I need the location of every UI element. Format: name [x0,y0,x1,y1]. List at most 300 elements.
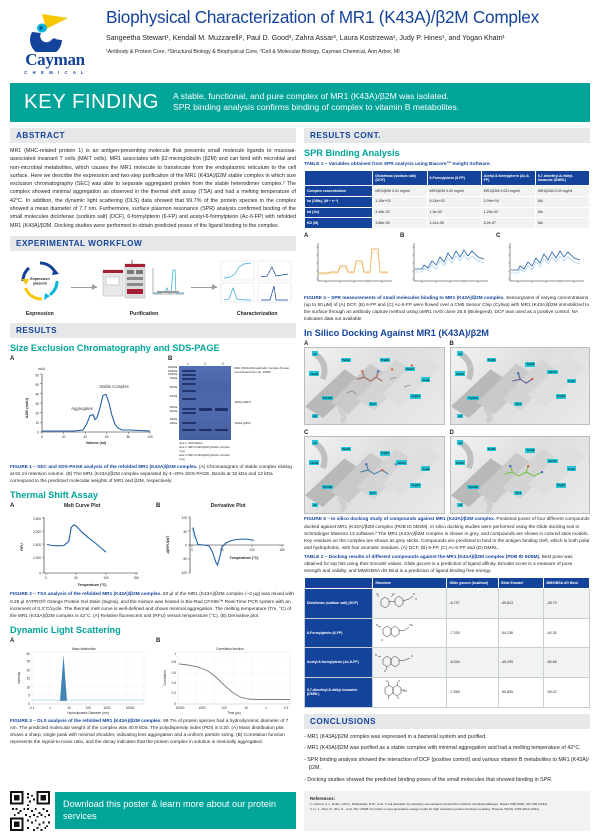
residue-tag-alpha1: α1 [313,351,317,356]
residue-tag-alpha2: α2 [313,503,317,508]
gel-sample-title: MR1 (K43A)-Microglobulin Complex (human, recombinant) Item No. 39955 [234,365,290,374]
figure3-panel-a-letter: A [10,637,15,644]
sds-page-gel [168,362,296,462]
figure2-panel-a [10,503,150,589]
table-row [305,186,590,197]
gel-mw-7: 20kDa [169,409,178,413]
figure5-panel-a-letter: A [304,341,309,348]
svg-text:10: 10 [26,685,30,690]
docking-ribbon-a [305,348,444,424]
figure5-caption-body: Predicted poses of four different compounds docked against MR1 (K43A)/β2M complex (PDB ID 5D5M). In silico docking studies were performed using the Glide docking tool in Schrödinger Maestro 13 software.² The MR1 (K43A)/β2M complex is shown in grey, and compounds are shown in colored stick models. Key residues on the complex are shown as grey sticks. Compounds are predicted to bind in the antigen binding cleft, which is both polar and hydrophobic, with four aromatic residues. (A) DCF, (B) 6-FP, (C) Ac-6-FP and (D) DMRL. [304,517,590,551]
table2-row2-structure [373,648,447,678]
svg-text:1000: 1000 [103,705,111,710]
melt-xaxis-label: Temperature (°C) [77,583,107,588]
poster-columns [0,122,600,787]
figure5-panels [304,341,590,514]
svg-text:40: 40 [35,392,39,397]
workflow-step-expression [12,258,68,317]
svg-text:O: O [384,669,387,673]
figure5-panel-b-letter: B [449,341,454,348]
results-cont-heading: RESULTS CONT. [304,128,590,143]
figure3-panel-b-letter: B [156,637,161,644]
svg-text:100: 100 [147,434,153,439]
table2-row3-label: 6,7-dimethyl-8-ribityl-lumazine (DMRL) [305,677,373,707]
residue-tag-trp156: Trp156 [322,484,333,489]
residue-tag-his58: His58 [310,371,319,376]
svg-text:10: 10 [244,705,248,710]
spr-variables-table [304,170,590,229]
cayman-logo-mark [12,12,98,52]
table1-col-0 [305,171,373,186]
poster-footer [0,787,600,837]
svg-text:N: N [386,680,389,684]
svg-text:Cl: Cl [376,593,379,597]
svg-text:50: 50 [220,548,224,553]
table1-row2-label: kd (1/s) [305,207,373,218]
workflow-heading: EXPERIMENTAL WORKFLOW [10,236,296,251]
list-item: - MR1 (K43A)/β2M complex was expressed in a bacterial system and purified. [304,733,487,740]
gel-mw-3: 75kDa [169,377,178,381]
svg-text:5: 5 [28,693,30,698]
svg-text:OH: OH [403,690,407,694]
workflow-arrow-1 [71,287,97,288]
figure5-panel-d-letter: D [449,430,454,437]
gel-legend-1: lane 2: MR1 (K43A)/β2M globulin complex 1 µg [179,445,230,453]
conclusion-3: Docking studies showed the predicted binding poses of the small molecules that showed binding in SPR. [307,776,553,783]
author-list: Sangeetha Stewart¹, Kendall M. Muzzarelli², Paul D. Good³, Zahra Assar², Laura Kostrzewa¹, Judy P. Hines¹, and Yogan Khatri¹ [106,34,505,43]
table2-row2-dg: -50.68 [544,648,590,678]
references-block [304,791,590,831]
sec-annotation-stable-complex: Stable Complex [99,383,129,389]
gel-lane-legend [179,442,231,462]
svg-text:0: 0 [185,543,187,548]
workflow-arrow-2 [191,287,217,288]
table2-row0-emodel: -59.813 [498,588,544,618]
svg-text:80: 80 [126,434,131,439]
svg-text:O: O [381,639,384,643]
affiliation-list: ¹Antibody & Protein Core, ²Structural Biology & Biophysical Core, ³Cell & Molecular Biology, Cayman Chemical, Ann Arbor, MI [106,48,400,55]
svg-text:0.1: 0.1 [29,705,35,710]
svg-text:0: 0 [191,548,193,553]
left-column [10,128,296,787]
dls-title-b: Correlation function [216,646,244,651]
table2-row3-structure [373,677,447,707]
svg-text:20: 20 [35,411,39,416]
figure2-panels [10,503,296,589]
dls-a-yticks [26,652,30,706]
docking-image-ac6fp [304,436,445,514]
figure3-panels [10,638,296,716]
table2-row3-emodel: -59.895 [498,677,544,707]
figure1-panel-a [10,356,162,448]
dls-b-yticks [172,652,177,706]
list-item: - SPR binding analysis showed the interaction of DCF (positive control) and various vitamin B metabolites to MR1 (K43A)/β2M. [304,756,589,772]
svg-text:0: 0 [39,571,41,576]
table-row [305,196,590,207]
dls-mass-distribution-plot [10,644,150,716]
svg-text:N: N [375,653,378,657]
results-heading: RESULTS [10,323,296,338]
list-item: - Docking studies showed the predicted binding poses of the small molecules that showed binding in SPR. [304,776,553,783]
table2-row0-label: Diclofenac (sodium salt) (DCF) [305,588,373,618]
residue-tag-trp156: Trp156 [468,484,478,489]
key-finding-line1: A stable, functional, and pure complex of MR1 (K43A)/β2M was isolated. [173,90,449,101]
residue-tag-tyr7: Tyr7 [369,490,376,495]
figure2-caption-body: 50 µl of the MR1 (K43A)/β2M complex (~3 µg) was mixed with 0.25 µl SYPRO® Orange Protein Gel Stain (Sigma), and the mixture was heated in Bio-Rad CFX96™ Real-Time PCR system with an increment of 0.3°C/cycle. The thermal melt curve is well-defined and shows minimal aggregation. The melting temperature (Tm, °C) of the MR1 (K43A)/β2M complex is 42°C. (A) Relative fluorescent unit (RFU) versus temperature (°C). (B) Derivative plot. [10,592,294,619]
dls-a-ylabel: Intensity [17,671,21,684]
svg-text:60: 60 [105,434,109,439]
table1-col-4: 6,7-dimethyl-8-ribityl-lumazine (DMRL) [535,171,589,186]
table2-caption-body: Best pose was obtained for top hits using their Emodel values. Glide gscore is a prediction of ligand affinity, Emodel score is a measure of pose strength and validity, and MM/GBSA dG Bind is a prediction of ligand binding free energy. [304,555,573,575]
svg-text:2,000: 2,000 [33,530,41,535]
svg-text:20: 20 [61,434,66,439]
svg-text:Expression: Expression [30,276,50,281]
conclusion-1: MR1 (K43A)/β2M was purified as a stable complex with minimal aggregation and had a melting temperature of 42°C. [307,745,581,752]
figure4-caption [304,295,590,324]
residue-tag-arg9: Arg9 [422,377,430,382]
svg-text:0.6: 0.6 [171,670,176,675]
svg-text:50: 50 [35,382,39,387]
gel-lane-3: 3 [221,361,224,366]
cayman-logo [12,8,98,75]
sec-yaxis-label: A280 (mAU) [25,397,29,418]
table1-row2-v2: 1.29e-02 [481,207,535,218]
table-row [305,207,590,218]
table1-row3-v3: NA [535,218,589,229]
table1-row3-label: KD (M) [305,218,373,229]
workflow-label-expression: Expression [25,310,54,317]
table2-col-1: Structure [373,578,447,589]
svg-text:100: 100 [103,576,109,581]
sec-yaxis-unit: mAU [38,366,46,371]
structure-dcf-icon [375,591,421,613]
gel-mw-1: 150kDa [168,369,178,373]
svg-text:30: 30 [26,651,30,656]
svg-text:50: 50 [183,530,187,535]
svg-text:1: 1 [49,705,51,710]
docking-subheading: In Silico Docking Against MR1 (K43A)/β2M [304,328,489,339]
figure1-caption-title: FIGURE 1 – SEC and SDS-PAGE analysis of the refolded MR1 (K43A)/β2M complex. [10,465,198,471]
figure1-caption-body: (A) Chromatogram of stable complex eluting at 62 ml retention volume. (B) The MR1 (K43A)/β2M complex separated by 4–20% SDS-PAGE. Bands at 32 kDa and 12 kDa correspond to the predicted molecular weights of MR1 and β2M, respectively. [10,465,292,485]
svg-text:60: 60 [35,373,39,378]
residue-tag-ser24: Ser24 [405,366,414,371]
reference-1: 1. Corbett, A.J., Eckle, S.B.G., Birkinshaw, R.W., et al. T-cell activation by transitory neo-antigens derived from distinct microbial pathways. Nature 509(7500), 361-365 (2014). [310,802,548,807]
workflow-label-purification: Purification [129,310,159,317]
residue-tag-arg9: Arg9 [568,379,575,384]
table2-row2-emodel: -45.299 [498,648,544,678]
dls-subheading: Dynamic Light Scattering [10,624,121,635]
residue-tag-tyr62: Tyr62 [487,446,496,451]
residue-tag-ser24: Ser24 [548,369,557,374]
residue-tag-trp69: Trp69 [380,451,389,456]
structure-6fp-icon [375,621,421,643]
residue-tag-arg94: Arg94 [411,483,420,488]
svg-text:2,500: 2,500 [33,517,41,522]
residue-tag-arg94: Arg94 [556,394,566,399]
residue-tag-arg9: Arg9 [422,466,430,471]
table1-row2-v1: 1.3e-02 [427,207,481,218]
residue-tag-alpha1: α1 [458,351,462,356]
figure2-caption [10,591,296,620]
table2-row0-dg: -28.79 [544,588,590,618]
residue-tag-his58: His58 [455,460,464,465]
deriv-yaxis-ticks [181,516,188,575]
svg-text:1,000: 1,000 [33,556,41,561]
residue-tag-his58: His58 [310,460,319,465]
svg-text:10000: 10000 [125,705,135,710]
figure5-caption [304,516,590,552]
figure1-panel-b [168,356,296,462]
page-title: Biophysical Characterization of MR1 (K43A)/β2M Complex [106,7,539,27]
svg-text:OH: OH [409,624,414,628]
table1-row1-v0: 1.15e+03 [373,196,427,207]
table2-row0-structure [373,588,447,618]
table1-row3-v0: 3.86e-05 [373,218,427,229]
svg-text:25: 25 [26,659,30,664]
table1-caption [304,161,590,168]
table1-row3-v2: 6.2e-07 [481,218,535,229]
workflow-label-characterization: Characterization [236,310,278,317]
table1-header-row [305,171,590,186]
table1-row0-v3: MR1/β2M 0.02 mg/ml [535,186,589,197]
figure3-caption-body: 99.7% of protein species had a hydrodynamic diameter of 7 nm. The predicted molecular weight of the complex was 40.9 kDa. The polydispersity index (PDI) is 0.20. (A) Mass distribution plot shows a sharp, single peak with minimal shoulder, indicating less aggregation and a uniform particle sizing. (B) Correlation function represents the signal-to-noise ratio, and the decay indicates that the protein complex in solution is minimally aggregated. [10,718,289,746]
residue-tag-tyr62: Tyr62 [487,357,496,362]
svg-text:50: 50 [74,576,78,581]
table2-row1-emodel: -54.236 [498,618,544,648]
spr-sensorgram-ac6fp [496,239,588,293]
figure2-title-b: Derivative Plot [210,503,246,510]
svg-text:O: O [411,654,414,658]
svg-text:100: 100 [249,548,255,553]
table2-row3-gscore: -7.569 [447,677,498,707]
residue-tag-tyr7: Tyr7 [515,401,522,406]
docking-results-table [304,577,590,707]
abstract-text: MR1 (MHC-related protein 1) is an antigen-presenting molecule that presents small molecule ligands to mucosal-associated invariant T cells (MAIT cells). MR1 associates with β2-microglobulin (β2M) and can bind with microbial and non-microbial metabolites, which causes the MR1 molecule to translocate from the endoplasmic reticulum to the cell surface. Here we describe the expression and two-step purification of the MR1 (K43A)/β2M stable complex in which size exclusion chromatography (SEC) was able to separate aggregated protein from the stable heterodimer complex.² The complex showed minimal aggregation as observed in the thermal shift assay (TSA) and had a melting temperature of 42°C. In addition, the dynamic light scattering (DLS) data showed that 99.7% of the protein species in the complex showed a mean diameter of 7.7 nm. Furthermore, surface plasmon resonance (SPR) analysis confirmed binding of the small molecules diclofenac (sodium salt) (DCF), 6-formylpterin (6-FP) and acetyl-6-formylpterin (Ac-6-FP) with refolded MR1 (K43A)/β2M. Docking studies were performed to obtain predicted poses of the ligand binding to the complex. [10,148,296,229]
figure3-caption [10,718,296,747]
table2-row1-dg: -40.30 [544,618,590,648]
residue-tag-ser24: Ser24 [548,458,557,463]
plasmid-cycle-icon [12,258,68,304]
derivative-plot [156,509,296,589]
figure4-caption-title: FIGURE 4 – SPR measurements of small molecules binding to MR1 (K43A)/β2M complex. [304,295,505,301]
table2-row2-gscore: -6.049 [447,648,498,678]
figure4-panel-c-letter: C [496,232,501,239]
reference-2: 2. Li, J., Abel, R., Zhu, K., et al. The VSGB 2.0 model: A next generation energy model for high resolution protein structure modeling. Proteins 79(10), 2794-2812 (2011). [310,807,540,812]
table1-col-3: Acetyl-6-formylpterin (Ac-6-FP) [481,171,535,186]
svg-text:0: 0 [28,701,30,706]
dls-b-xticks [176,706,289,710]
deriv-xaxis-label: Temperature (°C) [229,556,259,561]
svg-text:40: 40 [83,434,87,439]
residue-tag-alpha2: α2 [458,503,462,508]
residue-tag-arg94: Arg94 [556,483,566,488]
table1-row2-v3: NA [535,207,589,218]
table2-caption [304,554,590,575]
svg-text:1: 1 [265,705,267,710]
cayman-logo-wordmark: Cayman [25,50,85,69]
cayman-logo-subtext: C H E M I C A L [24,70,86,75]
download-poster-cta[interactable]: Download this poster & learn more about our protein services [55,792,296,829]
residue-tag-alpha2: α2 [458,414,462,419]
residue-tag-arg94: Arg94 [411,394,420,399]
docking-image-6fp [450,347,591,425]
svg-text:0.1: 0.1 [283,705,289,710]
dls-a-xticks [30,706,135,710]
figure1-panel-a-letter: A [10,355,15,362]
residue-tag-trp156: Trp156 [468,395,478,400]
key-finding-label: KEY FINDING [24,90,160,113]
sec-xaxis-ticks [41,435,153,439]
figure2-panel-a-letter: A [10,503,15,510]
table-row [305,648,590,678]
deriv-xaxis-ticks [191,548,285,552]
table1-row0-v0: MR1/β2M 0.01 mg/ml [373,186,427,197]
figure3-panel-a [10,638,150,716]
svg-text:0.4: 0.4 [171,680,176,685]
conclusion-0: MR1 (K43A)/β2M complex was expressed in a bacterial system and purified. [307,733,487,740]
gel-mw-4: 50kDa [169,386,178,390]
table2-row1-gscore: -7.239 [447,618,498,648]
sec-sdspage-subheading: Size Exclusion Chromatography and SDS-PAGE [10,342,220,353]
key-finding-banner [10,83,590,122]
figure4-panel-b-letter: B [400,232,405,239]
gel-mw-5: 37kDa [169,394,178,398]
dls-b-ylabel: Correlation [163,670,167,686]
svg-text:-50: -50 [182,557,187,562]
svg-text:100: 100 [85,705,91,710]
figure5-panel-b [450,341,591,425]
residue-tag-alpha2: α2 [313,414,317,419]
characterization-plots-icon [220,258,294,304]
workflow-step-purification [101,258,187,317]
figure5-panel-c [304,430,445,514]
figure3-caption-title: FIGURE 3 – DLS analysis of the refolded MR1 (K43A)/β2M complex. [10,718,162,724]
melt-xaxis-ticks [45,576,139,580]
table1-row3-v1: 1.41e-06 [427,218,481,229]
table1-row0-label: Complex concentration [305,186,373,197]
svg-text:O: O [398,680,401,684]
gel-image [179,366,231,440]
conclusions-list [304,733,590,784]
figure5-panel-d [450,430,591,514]
gel-mw-0: 250kDa [168,365,178,369]
svg-text:100: 100 [181,516,187,521]
docking-ribbon-c [305,437,444,513]
svg-text:N: N [376,624,379,628]
residue-tag-tyr62: Tyr62 [342,446,350,451]
table1-row1-v2: 2.09e+04 [481,196,535,207]
experimental-workflow-diagram [10,255,296,319]
gel-side-labels [231,362,296,426]
svg-text:15: 15 [26,676,30,681]
table-row [305,218,590,229]
table1-caption-text: TABLE 1 – Variables obtained from SPR analysis using Biacore™ Insight Software. [304,162,491,167]
table2-col-4: MM/GBSA dG Bind [544,578,590,589]
references-heading: References: [310,795,336,801]
table2-header-row [305,578,590,589]
svg-text:150: 150 [133,576,139,581]
sec-yaxis-ticks [35,373,39,434]
figure4-panel-b [400,233,492,293]
residue-tag-trp156: Trp156 [322,395,333,400]
qr-code-icon[interactable] [10,791,50,831]
conclusions-heading: CONCLUSIONS [304,714,590,729]
table1-row1-v1: 8.31e+03 [427,196,481,207]
docking-image-dmrl [450,436,591,514]
svg-text:0: 0 [41,434,43,439]
gel-band-label-b2m: 12kDa (β2M) [234,421,251,426]
poster-header [0,0,600,79]
table1-row0-v1: MR1/β2M 0.02 mg/ml [427,186,481,197]
residue-tag-trp69: Trp69 [526,448,535,453]
figure4-caption-body: Sensorgrams of varying concentrations (up to 50 µM) of (A) DCF, (B) 6-FP and (C) Ac-6-FP were flowed over a CM5 Sensor Chip (Cytiva) with MR1 (K43A)/β2M immobilized to the surface through an antibody capture method using αMR1 mAb clone 26.5 (Biolegend). DCF was used as a positive control. NA indicates data not available. [304,295,590,323]
right-column [304,128,590,787]
table2-row0-gscore: -6.737 [447,588,498,618]
figure2-panel-b-letter: B [156,503,161,510]
figure4-panels [304,233,590,293]
dls-correlation-plot [156,644,296,716]
residue-tag-ser24: Ser24 [397,460,406,465]
spr-sensorgram-6fp [400,239,492,293]
svg-text:1000: 1000 [198,705,206,710]
table2-row2-label: Acetyl-6-formylpterin (Ac-6-FP) [305,648,373,678]
figure3-panel-b [156,638,296,716]
sec-annotation-aggregates: Aggregates [71,405,93,411]
table2-row1-structure [373,618,447,648]
residue-tag-his58: His58 [455,371,464,376]
melt-yaxis-label: RFU [20,543,24,552]
structure-ac6fp-icon [375,651,421,673]
svg-text:O: O [413,593,416,597]
table-row [305,588,590,618]
figure4-panel-c [496,233,588,293]
docking-image-dcf [304,347,445,425]
melt-curve-plot [10,509,150,589]
svg-text:20: 20 [26,668,30,673]
svg-text:Cl: Cl [392,593,395,597]
gel-mw-8: 15kDa [169,418,178,422]
fplc-instrument-icon [101,258,187,304]
figure5-panel-c-letter: C [304,430,309,437]
sec-xaxis-label: Volume (ml) [85,440,107,445]
gel-legend-0: lane 1: SDS Marker [179,441,203,445]
table1-row2-v0: 4.48e-02 [373,207,427,218]
svg-text:10000: 10000 [175,705,185,710]
gel-mw-2: 100kDa [168,373,178,377]
table2-col-2: Glide gscore (kcal/mol) [447,578,498,589]
workflow-step-characterization [220,258,294,317]
figure2-title-a: Melt Curve Plot [63,503,101,510]
residue-tag-alpha1: α1 [458,440,462,445]
svg-text:10: 10 [67,705,71,710]
table2-caption-title: TABLE 2 – Docking results of different compounds against the MR1 (K43A)/β2M complex (PDB ID 5D5M). [304,555,541,561]
svg-text:plasmid: plasmid [33,281,47,286]
docking-ribbon-d [451,437,590,513]
gel-lane-2: 2 [204,361,207,366]
structure-dmrl-icon [375,680,421,702]
svg-text:0: 0 [37,430,39,435]
residue-tag-tyr7: Tyr7 [515,490,522,495]
spr-sensorgram-dcf [304,239,396,293]
gel-band-label-mr1: 32kDa (MR1) [234,400,251,405]
svg-text:1,500: 1,500 [33,543,41,548]
figure4-panel-a [304,233,396,293]
figure5-caption-title: FIGURE 5 – In silico docking study of compounds against MR1 (K43A)/β2M complex. [304,517,496,523]
svg-text:100: 100 [221,705,227,710]
figure1-caption [10,464,296,485]
dls-title-a: Mass distribution [72,646,96,651]
list-item: - MR1 (K43A)/β2M was purified as a stable complex with minimal aggregation and had a melting temperature of 42°C. [304,745,581,752]
